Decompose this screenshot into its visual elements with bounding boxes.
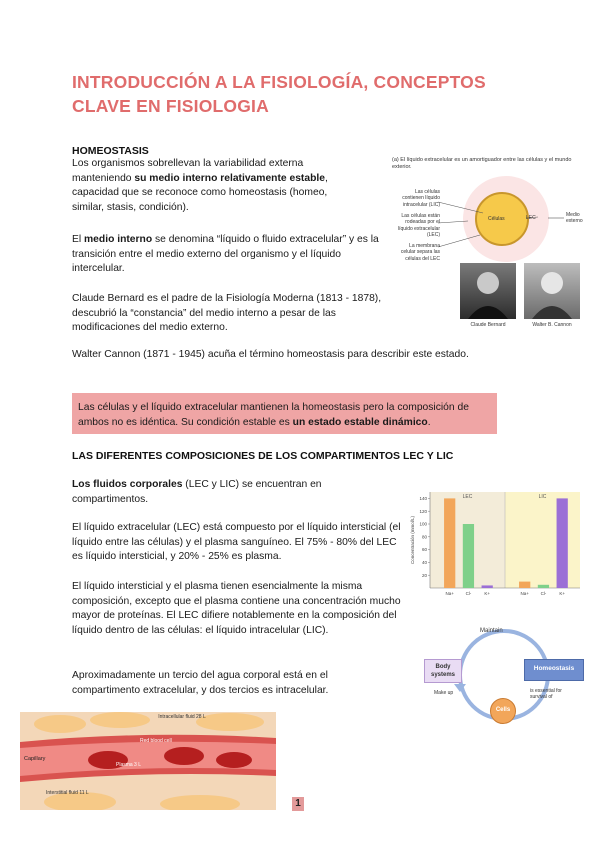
capillary-illustration <box>20 712 276 810</box>
homeostasis-paragraph-4: Walter Cannon (1871 - 1945) acuña el término homeostasis para describir este estado. <box>72 349 469 360</box>
chart-bar-lec-2 <box>482 585 493 588</box>
chart-ytick-label: 140 <box>419 496 427 501</box>
compartments-paragraph-1 <box>72 478 372 507</box>
chart-ytick-label: 100 <box>419 521 427 527</box>
label-medio: Medio externo <box>566 212 583 225</box>
section-heading-homeostasis: HOMEOSTASIS <box>72 145 149 157</box>
chart-xtick-label: K+ <box>559 591 566 596</box>
homeostasis-paragraph-2 <box>72 233 382 277</box>
chart-ytick-label: 120 <box>419 508 427 514</box>
portrait-icon <box>460 263 516 319</box>
chart-xtick-label: Na+ <box>520 591 529 596</box>
photo-walter-cannon <box>524 263 580 319</box>
compartments-paragraph-3: El líquido intersticial y el plasma tienen esencialmente la misma composición, excepto que el plasma contiene una concentración mucho mayor de proteínas. El LEC difiere notablemente en la composición del líquido dentro de las células: el líquido intracelular (LIC). <box>72 581 401 636</box>
chart-bar-lic-1 <box>538 585 549 588</box>
photo1-caption: Claude Bernard <box>470 322 506 328</box>
plasma-label: Plasma 3 L <box>116 762 142 768</box>
intracellular-label: Intracellular fluid 28 L <box>158 714 206 720</box>
highlight-box <box>72 393 497 434</box>
bold-text: medio interno <box>84 234 153 245</box>
figure-extracellular <box>388 155 588 330</box>
homeostasis-cycle <box>420 618 586 738</box>
cycle-maintain: Maintain <box>480 628 503 634</box>
text: Los organismos sobrellevan la variabilidad externa manteniendo <box>72 158 304 184</box>
chart-group-bg <box>505 492 580 588</box>
section-heading-compartments: LAS DIFERENTES COMPOSICIONES DE LOS COMPARTIMENTOS LEC Y LIC <box>72 450 454 462</box>
chart-group-label: LEC <box>462 494 473 500</box>
chart-xtick-label: Na+ <box>445 591 454 596</box>
chart-y-label: Concentración (mmol/L) <box>410 515 415 565</box>
page-number: 1 <box>292 797 304 811</box>
chart-bar-lec-0 <box>444 498 455 588</box>
label-membrane: La membrana celular separa las células del LEC <box>400 243 440 262</box>
bold-text: su medio interno relativamente estable <box>134 172 325 184</box>
text: , capacidad que se reconoce como homeostasis (homeo, similar, stasis, condición). <box>72 172 328 213</box>
chart-xtick-label: K+ <box>484 591 491 596</box>
photo2-caption: Walter B. Cannon <box>532 322 572 328</box>
homeostasis-paragraph-1 <box>72 157 357 215</box>
text: . <box>427 417 431 428</box>
chart-xtick-label: Cl- <box>540 591 547 596</box>
text: El <box>72 234 85 245</box>
label-cells: Células <box>488 216 505 222</box>
text: (LEC y LIC) se encuentran en compartimentos. <box>72 479 322 505</box>
cycle-body-systems: Body systems <box>424 659 462 683</box>
chart-ytick-label: 20 <box>421 572 427 578</box>
bold-text: Los fluidos corporales <box>72 479 183 490</box>
chart-bar-lic-2 <box>557 498 568 588</box>
label-lic: Las células contienen líquido intracelular (LIC) <box>402 189 440 208</box>
chart-ytick-label: 40 <box>421 560 427 565</box>
figure-caption: (a) El líquido extracelular es un amortiguador entre las células y el mundo exterior. <box>392 157 572 170</box>
rbc-label: Red blood cell <box>140 738 172 744</box>
label-lec-short: LEC <box>526 215 536 221</box>
compartments-paragraph-4: Aproximadamente un tercio del agua corporal está en el compartimento extracelular, y dos tercios es intracelular. <box>72 670 329 696</box>
chart-ytick-label: 80 <box>421 534 427 540</box>
chart-ytick-label: 60 <box>421 547 427 553</box>
text: se denomina “líquido o fluido extracelular” y es la transición entre el medio externo del organismo y el líquido intercelular. <box>72 234 379 275</box>
interstitial-label: Interstitial fluid 11 L <box>46 790 89 796</box>
chart-bar-lic-0 <box>519 582 530 588</box>
page-title: INTRODUCCIÓN A LA FISIOLOGÍA, CONCEPTOS CLAVE EN FISIOLOGIA <box>72 72 486 116</box>
chart-bar-lec-1 <box>463 524 474 588</box>
cycle-homeostasis: Homeostasis <box>524 659 584 681</box>
portrait-icon <box>524 263 580 319</box>
text: Las células y el líquido extracelular mantienen la homeostasis pero la composición de ambos no es idéntica. Su condición estable es <box>78 402 469 428</box>
cycle-cells: Cells <box>490 698 516 724</box>
capillary-label: Capillary <box>24 756 46 762</box>
chart-xtick-label: Cl- <box>465 591 472 596</box>
label-lec: Las células están rodeadas por el líquido extracelular (LEC) <box>398 213 440 238</box>
cycle-essential: is essential for survival of <box>530 688 562 701</box>
bold-text: un estado estable dinámico <box>292 417 428 428</box>
cycle-make-up: Make up <box>434 690 454 696</box>
homeostasis-paragraph-3: Claude Bernard es el padre de la Fisiología Moderna (1813 - 1878), descubrió la “constancia” del medio interno a pesar de las modificaciones del medio externo. <box>72 293 382 334</box>
chart-group-label: LIC <box>538 494 547 500</box>
ion-concentration-chart <box>408 488 582 604</box>
compartments-paragraph-2: El líquido extracelular (LEC) está compuesto por el líquido intersticial (el líquido entre las células) y el plasma sanguíneo. El 75% - 80% del LEC es líquido intersticial, y 20% - 25% es plasma. <box>72 522 401 563</box>
photo-claude-bernard <box>460 263 516 319</box>
